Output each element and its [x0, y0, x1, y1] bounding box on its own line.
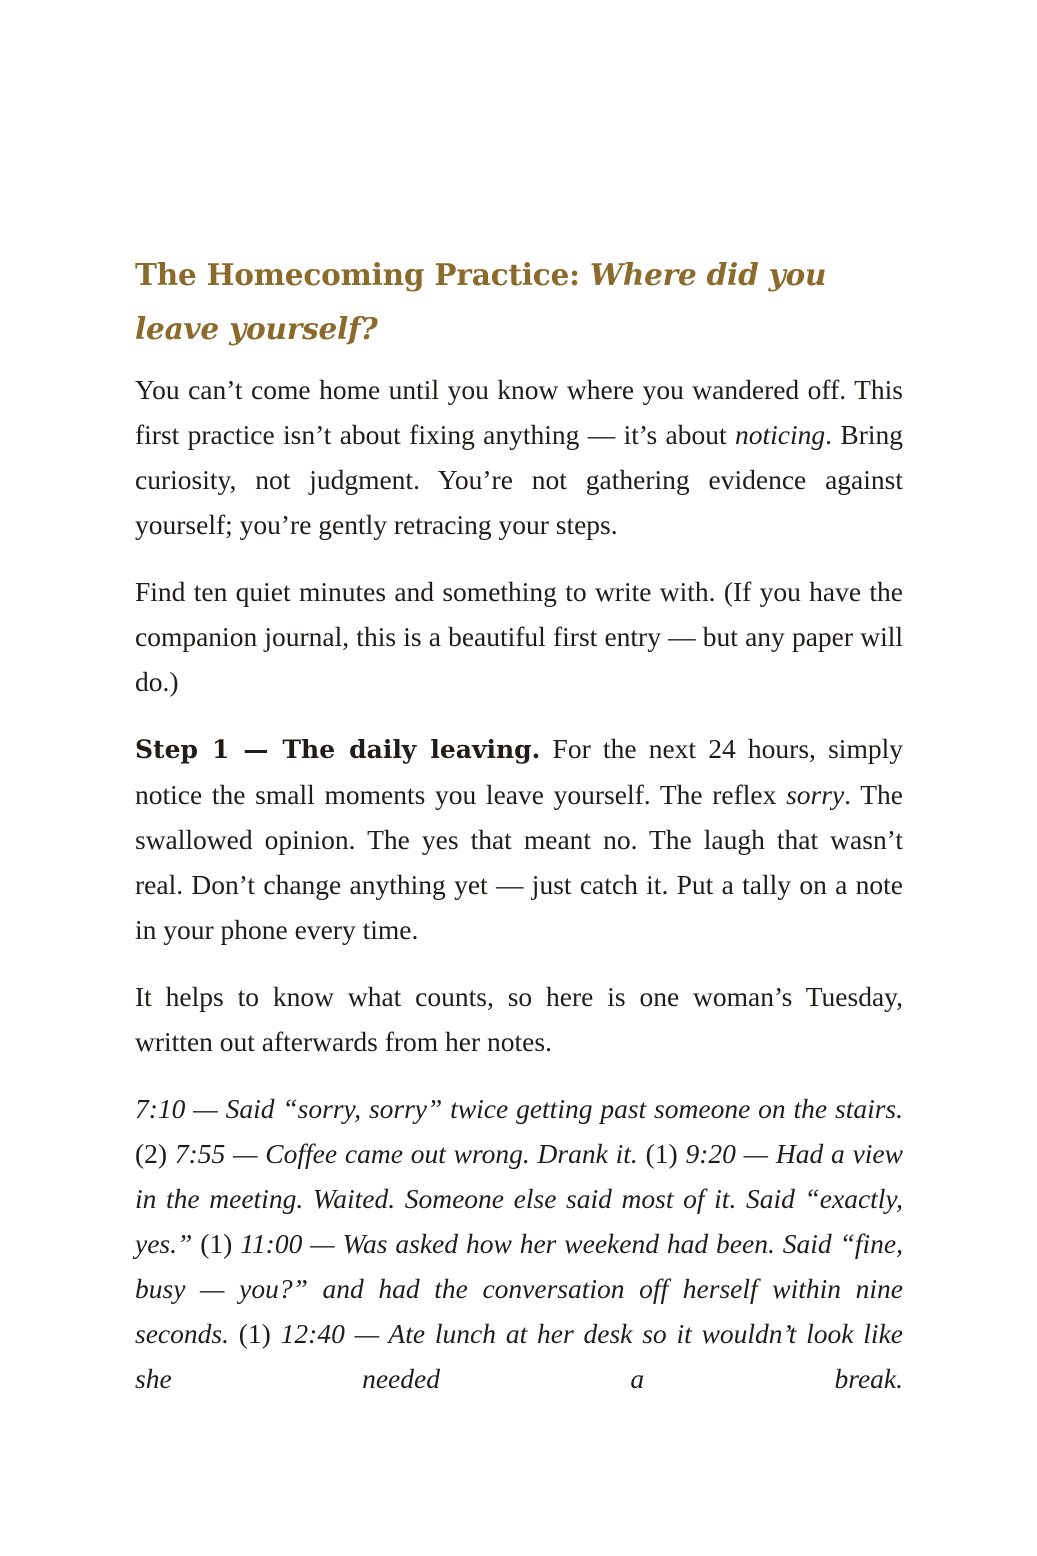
example-intro-paragraph: It helps to know what counts, so here is one woman’s Tuesday, written out afterwards from her notes. [135, 981, 903, 1057]
log-entry: 9:20 — Had a view in the meeting. Waited. Someone else said most of it. Said “exactly, yes.” [135, 1138, 903, 1259]
step-1-emphasis: sorry [786, 779, 845, 810]
log-entry: 11:00 — Was asked how her weekend had been. Said “fine, busy — you?” and had the conversation off herself within nine seconds. [135, 1228, 903, 1349]
intro-text-b: . Bring curiosity, not judgment. You’re not gathering evidence against yourself; you’re gently retracing your steps. [135, 419, 903, 540]
log-entry: 7:55 — Coffee came out wrong. Drank it. [174, 1138, 638, 1169]
log-entry: 7:10 — Said “sorry, sorry” twice getting past someone on the stairs. [135, 1093, 903, 1124]
intro-paragraph [135, 367, 903, 547]
heading-text: The Homecoming Practice: [135, 257, 590, 292]
tally-log [135, 1086, 903, 1401]
intro-text-a: You can’t come home until you know where you wandered off. This first practice isn’t about fixing anything — it’s about [135, 374, 903, 450]
log-count: (2) [135, 1138, 175, 1169]
heading-question: Where did you leave yourself? [135, 257, 827, 346]
step-1-label: Step 1 — The daily leaving. [135, 735, 541, 764]
log-count: (1) [192, 1228, 241, 1259]
page-content [135, 248, 903, 1401]
log-entry: 12:40 — Ate lunch at her desk so it wouldn’t look like she needed a break. [135, 1318, 903, 1394]
intro-emphasis: noticing [735, 419, 826, 450]
step-1-paragraph [135, 726, 903, 952]
log-count: (1) [228, 1318, 281, 1349]
step-1-text-b: . The swallowed opinion. The yes that meant no. The laugh that wasn’t real. Don’t change anything yet — just catch it. Put a tally on a note in your phone every time. [135, 779, 903, 945]
log-count: (1) [637, 1138, 686, 1169]
step-1-text-a: For the next 24 hours, simply notice the small moments you leave yourself. The reflex [135, 733, 903, 810]
materials-paragraph: Find ten quiet minutes and something to write with. (If you have the companion journal, this is a beautiful first entry — but any paper will do.) [135, 576, 903, 697]
section-heading [135, 248, 903, 356]
